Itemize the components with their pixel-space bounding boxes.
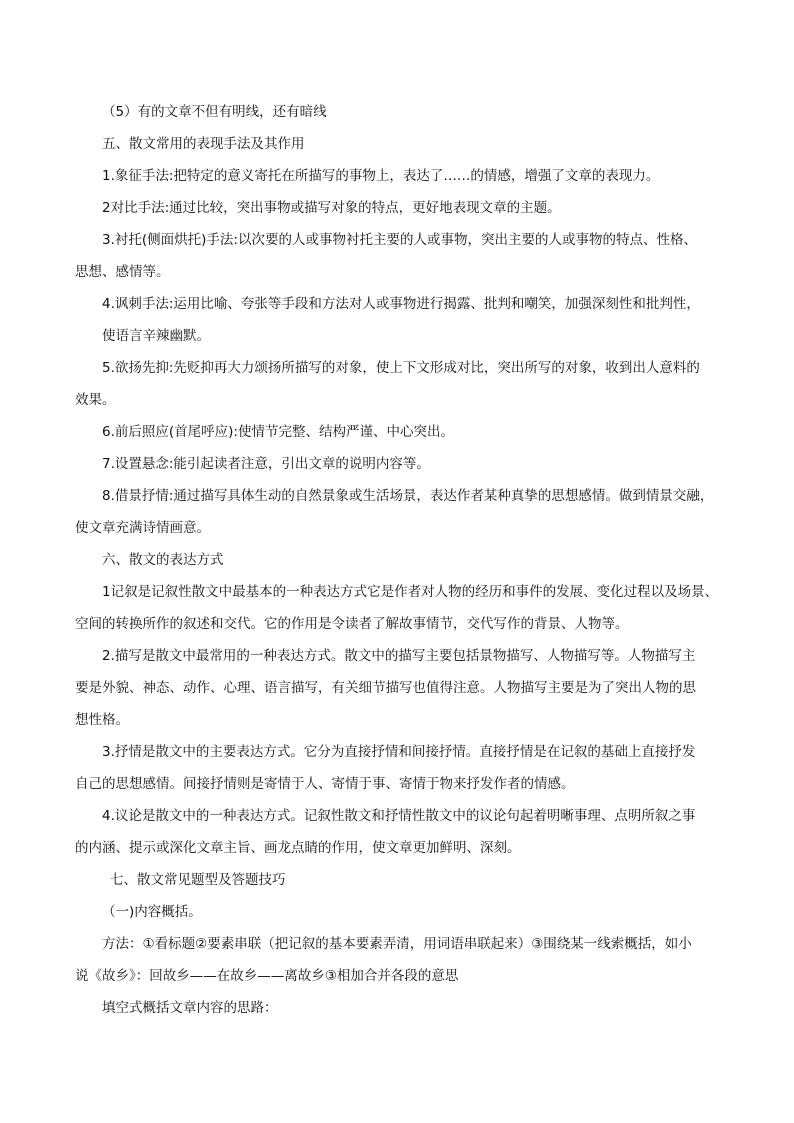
paragraph-line: 自己的思想感情。间接抒情则是寄情于人、寄情于事、寄情于物来抒发作者的情感。 (75, 776, 575, 792)
section-heading-5: 五、散文常用的表现手法及其作用 (102, 136, 305, 152)
paragraph-line: 7.设置悬念:能引起读者注意，引出文章的说明内容等。 (102, 456, 430, 472)
section-heading-7: 七、散文常见题型及答题技巧 (110, 872, 286, 888)
paragraph-line: 要是外貌、神态、动作、心理、语言描写，有关细节描写也值得注意。人物描写主要是为了突出人物的思 (75, 680, 696, 696)
paragraph-line: 6.前后照应(首尾呼应):使情节完整、结构严谨、中心突出。 (102, 424, 454, 440)
paragraph-line: 5.欲扬先抑:先贬抑再大力颂扬所描写的对象，使上下文形成对比，突出所写的对象，收到出人意料的 (102, 360, 700, 376)
paragraph-line: 使文章充满诗情画意。 (75, 520, 210, 536)
paragraph-line: 想性格。 (75, 712, 129, 728)
paragraph-line: 1记叙是记叙性散文中最基本的一种表达方式它是作者对人物的经历和事件的发展、变化过程以及场景、 (102, 584, 719, 600)
paragraph-line: 方法：①看标题②要素串联（把记叙的基本要素弄清，用词语串联起来）③围绕某一线索概括，如小 (102, 936, 692, 952)
list-item-5: （5）有的文章不但有明线，还有暗线 (102, 104, 327, 120)
paragraph-line: 2对比手法:通过比较，突出事物或描写对象的特点，更好地表现文章的主题。 (102, 200, 561, 216)
paragraph-line: 说《故乡》：回故乡——在故乡——离故乡③相加合并各段的意思 (75, 968, 459, 984)
paragraph-line: 3.抒情是散文中的主要表达方式。它分为直接抒情和间接抒情。直接抒情是在记叙的基础上直接抒发 (102, 744, 696, 760)
paragraph-line: 填空式概括文章内容的思路： (102, 1000, 278, 1016)
paragraph-line: 使语言辛辣幽默。 (102, 328, 210, 344)
paragraph-line: 3.衬托(侧面烘托)手法:以次要的人或事物衬托主要的人或事物，突出主要的人或事物的特点、性格、 (102, 232, 697, 248)
section-heading-6: 六、散文的表达方式 (102, 552, 224, 568)
paragraph-line: 效果。 (75, 392, 116, 408)
paragraph-line: 的内涵、提示或深化文章主旨、画龙点睛的作用，使文章更加鲜明、深刻。 (75, 840, 521, 856)
paragraph-line: 2.描写是散文中最常用的一种表达方式。散文中的描写主要包括景物描写、人物描写等。人物描写主 (102, 648, 696, 664)
paragraph-line: 1.象征手法:把特定的意义寄托在所描写的事物上，表达了……的情感，增强了文章的表现力。 (102, 168, 660, 184)
subsection-heading: （一)内容概括。 (102, 904, 202, 920)
paragraph-line: 空间的转换所作的叙述和交代。它的作用是令读者了解故事情节，交代写作的背景、人物等。 (75, 616, 629, 632)
paragraph-line: 8.借景抒情:通过描写具体生动的自然景象或生活场景，表达作者某种真挚的思想感情。做到情景交融， (102, 488, 714, 504)
paragraph-line: 4.讽刺手法:运用比喻、夸张等手段和方法对人或事物进行揭露、批判和嘲笑，加强深刻性和批判性， (102, 296, 700, 312)
paragraph-line: 思想、感情等。 (75, 264, 170, 280)
paragraph-line: 4.议论是散文中的一种表达方式。记叙性散文和抒情性散文中的议论句起着明晰事理、点明所叙之事 (102, 808, 696, 824)
